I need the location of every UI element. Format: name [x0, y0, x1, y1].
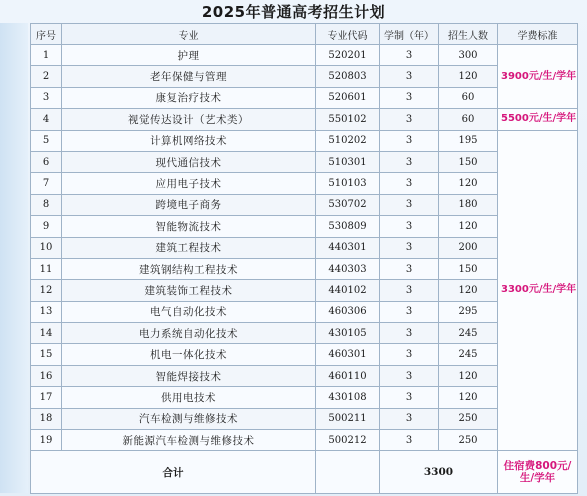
row-number: 8 — [31, 194, 62, 215]
major-name: 视觉传达设计（艺术类） — [62, 109, 316, 130]
table-row — [31, 430, 578, 451]
enrollment-count: 195 — [439, 130, 498, 151]
enrollment-count: 120 — [439, 365, 498, 386]
study-years: 3 — [380, 430, 439, 451]
row-number: 15 — [31, 344, 62, 365]
row-number: 14 — [31, 323, 62, 344]
header-count: 招生人数 — [439, 24, 498, 45]
row-number: 17 — [31, 387, 62, 408]
major-code: 460306 — [316, 301, 380, 322]
major-code: 520601 — [316, 87, 380, 108]
enrollment-count: 120 — [439, 387, 498, 408]
header-fee: 学费标准 — [498, 24, 578, 45]
major-name: 电气自动化技术 — [62, 301, 316, 322]
study-years: 3 — [380, 301, 439, 322]
enrollment-count: 250 — [439, 430, 498, 451]
enrollment-count: 120 — [439, 280, 498, 301]
major-code: 430108 — [316, 387, 380, 408]
major-code: 510301 — [316, 151, 380, 172]
major-name: 跨境电子商务 — [62, 194, 316, 215]
row-number: 10 — [31, 237, 62, 258]
header-no: 序号 — [31, 24, 62, 45]
table-row — [31, 194, 578, 215]
study-years: 3 — [380, 237, 439, 258]
study-years: 3 — [380, 258, 439, 279]
major-code: 500211 — [316, 408, 380, 429]
row-number: 5 — [31, 130, 62, 151]
enrollment-count: 150 — [439, 258, 498, 279]
study-years: 3 — [380, 216, 439, 237]
major-name: 智能焊接技术 — [62, 365, 316, 386]
tuition-fee: 3900元/生/学年 — [498, 45, 578, 109]
row-number: 11 — [31, 258, 62, 279]
major-code: 500212 — [316, 430, 380, 451]
row-number: 6 — [31, 151, 62, 172]
row-number: 13 — [31, 301, 62, 322]
table-row — [31, 280, 578, 301]
study-years: 3 — [380, 280, 439, 301]
study-years: 3 — [380, 387, 439, 408]
study-years: 3 — [380, 151, 439, 172]
dorm-fee: 住宿费800元/生/学年 — [498, 451, 578, 494]
table-row — [31, 87, 578, 108]
enrollment-count: 120 — [439, 173, 498, 194]
major-name: 供用电技术 — [62, 387, 316, 408]
major-code: 430105 — [316, 323, 380, 344]
major-name: 建筑工程技术 — [62, 237, 316, 258]
row-number: 3 — [31, 87, 62, 108]
row-number: 4 — [31, 109, 62, 130]
row-number: 2 — [31, 66, 62, 87]
total-row — [31, 451, 578, 494]
study-years: 3 — [380, 130, 439, 151]
total-empty-cell — [316, 451, 380, 494]
row-number: 7 — [31, 173, 62, 194]
table-row — [31, 258, 578, 279]
header-major: 专业 — [62, 24, 316, 45]
row-number: 9 — [31, 216, 62, 237]
study-years: 3 — [380, 323, 439, 344]
major-name: 智能物流技术 — [62, 216, 316, 237]
table-row — [31, 365, 578, 386]
header-code: 专业代码 — [316, 24, 380, 45]
enrollment-count: 150 — [439, 151, 498, 172]
row-number: 1 — [31, 45, 62, 66]
major-code: 510103 — [316, 173, 380, 194]
tuition-fee: 3300元/生/学年 — [498, 130, 578, 451]
enrollment-count: 295 — [439, 301, 498, 322]
left-decorative-strip — [0, 23, 28, 493]
major-name: 护理 — [62, 45, 316, 66]
major-code: 530809 — [316, 216, 380, 237]
major-code: 440303 — [316, 258, 380, 279]
enrollment-count: 180 — [439, 194, 498, 215]
major-name: 汽车检测与维修技术 — [62, 408, 316, 429]
major-name: 计算机网络技术 — [62, 130, 316, 151]
table-row — [31, 66, 578, 87]
table-row — [31, 109, 578, 130]
major-name: 新能源汽车检测与维修技术 — [62, 430, 316, 451]
table-row — [31, 387, 578, 408]
row-number: 19 — [31, 430, 62, 451]
study-years: 3 — [380, 194, 439, 215]
major-name: 康复治疗技术 — [62, 87, 316, 108]
total-value: 3300 — [380, 451, 498, 494]
enrollment-count: 60 — [439, 87, 498, 108]
enrollment-count: 300 — [439, 45, 498, 66]
row-number: 16 — [31, 365, 62, 386]
major-name: 建筑钢结构工程技术 — [62, 258, 316, 279]
table-header-row — [31, 24, 578, 45]
row-number: 18 — [31, 408, 62, 429]
major-code: 550102 — [316, 109, 380, 130]
major-code: 440301 — [316, 237, 380, 258]
major-code: 440102 — [316, 280, 380, 301]
study-years: 3 — [380, 173, 439, 194]
enrollment-count: 60 — [439, 109, 498, 130]
total-label: 合计 — [31, 451, 316, 494]
enrollment-count: 120 — [439, 66, 498, 87]
major-name: 现代通信技术 — [62, 151, 316, 172]
enrollment-count: 245 — [439, 323, 498, 344]
table-row — [31, 301, 578, 322]
major-code: 520201 — [316, 45, 380, 66]
table-row — [31, 323, 578, 344]
major-name: 机电一体化技术 — [62, 344, 316, 365]
major-code: 460110 — [316, 365, 380, 386]
row-number: 12 — [31, 280, 62, 301]
table-row — [31, 173, 578, 194]
major-name: 应用电子技术 — [62, 173, 316, 194]
enrollment-count: 200 — [439, 237, 498, 258]
table-row — [31, 237, 578, 258]
study-years: 3 — [380, 109, 439, 130]
enrollment-count: 250 — [439, 408, 498, 429]
enrollment-count: 120 — [439, 216, 498, 237]
major-code: 530702 — [316, 194, 380, 215]
study-years: 3 — [380, 408, 439, 429]
study-years: 3 — [380, 66, 439, 87]
table-row — [31, 344, 578, 365]
enrollment-table — [30, 23, 578, 494]
study-years: 3 — [380, 45, 439, 66]
study-years: 3 — [380, 344, 439, 365]
major-name: 老年保健与管理 — [62, 66, 316, 87]
tuition-fee: 5500元/生/学年 — [498, 109, 578, 130]
study-years: 3 — [380, 365, 439, 386]
major-code: 460301 — [316, 344, 380, 365]
major-code: 510202 — [316, 130, 380, 151]
enrollment-count: 245 — [439, 344, 498, 365]
table-row — [31, 151, 578, 172]
study-years: 3 — [380, 87, 439, 108]
major-name: 建筑装饰工程技术 — [62, 280, 316, 301]
table-row — [31, 130, 578, 151]
major-code: 520803 — [316, 66, 380, 87]
page-title: 2025年普通高考招生计划 — [201, 3, 386, 21]
major-name: 电力系统自动化技术 — [62, 323, 316, 344]
table-row — [31, 216, 578, 237]
table-row — [31, 45, 578, 66]
table-row — [31, 408, 578, 429]
header-years: 学制（年） — [380, 24, 439, 45]
